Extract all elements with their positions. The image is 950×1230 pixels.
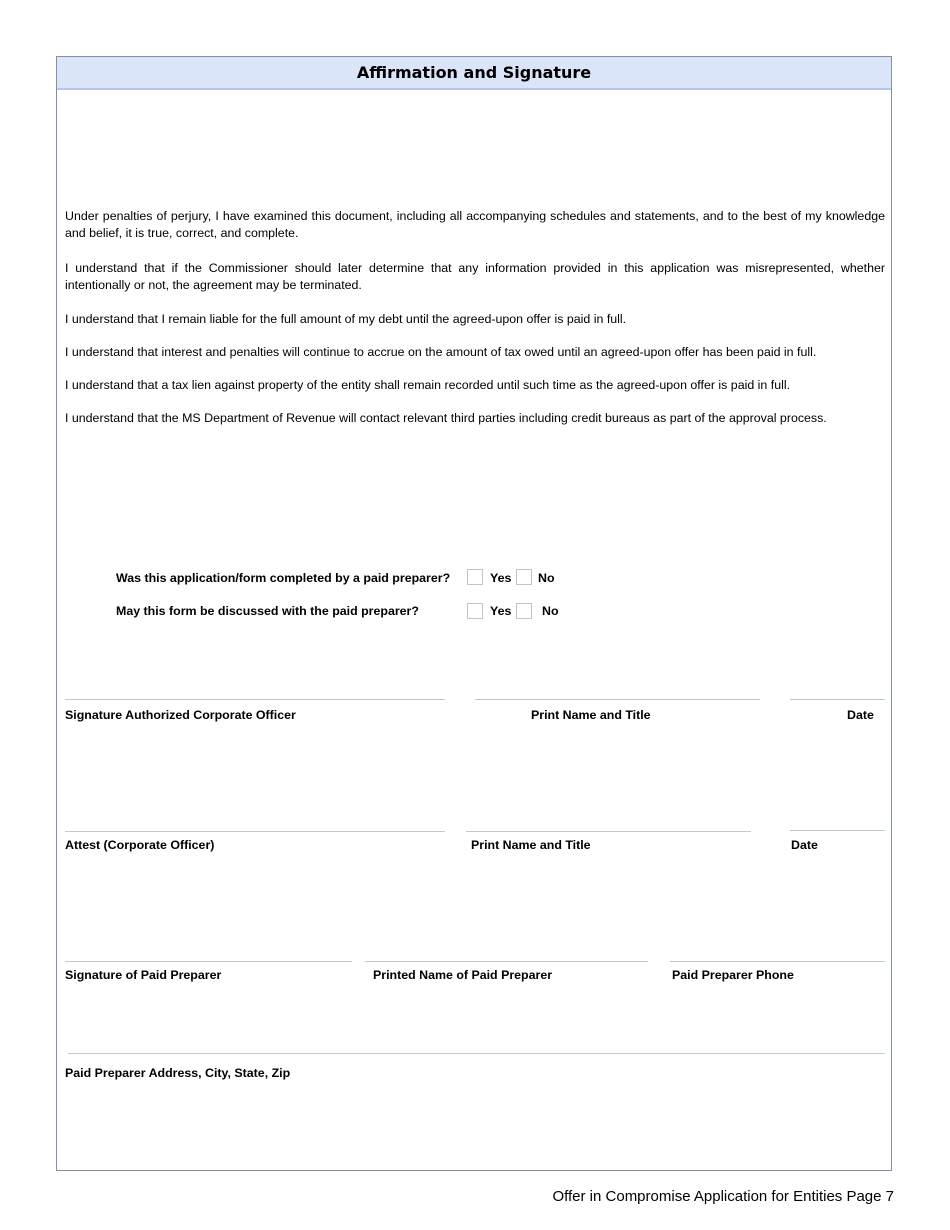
misrepresentation-statement: I understand that if the Commissioner should later determine that any information provided in this application was misrepresented, whether intentionally or not, the agreement may be terminated. [65, 261, 885, 292]
discuss-preparer-yes-checkbox[interactable] [467, 603, 483, 619]
paid-preparer-no-label: No [538, 571, 555, 585]
officer-signature-line[interactable] [65, 699, 445, 700]
paid-preparer-yes-label: Yes [490, 571, 512, 585]
paid-preparer-yes-checkbox[interactable] [467, 569, 483, 585]
preparer-address-line[interactable] [68, 1053, 885, 1054]
officer-signature-label: Signature Authorized Corporate Officer [65, 708, 296, 722]
paid-preparer-question: Was this application/form completed by a paid preparer? [116, 571, 451, 585]
discuss-preparer-no-label: No [542, 604, 559, 618]
officer-date-line[interactable] [790, 699, 885, 700]
preparer-signature-line[interactable] [65, 961, 352, 962]
paid-preparer-no-checkbox[interactable] [516, 569, 532, 585]
section-title: Affirmation and Signature [57, 57, 891, 90]
attest-print-label: Print Name and Title [471, 838, 591, 852]
discuss-preparer-no-checkbox[interactable] [516, 603, 532, 619]
attest-print-line[interactable] [466, 831, 751, 832]
preparer-signature-label: Signature of Paid Preparer [65, 968, 222, 982]
attest-label: Attest (Corporate Officer) [65, 838, 215, 852]
form-frame [56, 56, 892, 1171]
discuss-preparer-yes-label: Yes [490, 604, 512, 618]
preparer-address-label: Paid Preparer Address, City, State, Zip [65, 1066, 291, 1080]
attest-date-label: Date [791, 838, 818, 852]
preparer-phone-label: Paid Preparer Phone [672, 968, 794, 982]
attest-signature-line[interactable] [65, 831, 445, 832]
liability-statement: I understand that I remain liable for the full amount of my debt until the agreed-upon offer is paid in full. [65, 312, 627, 326]
officer-print-line[interactable] [475, 699, 760, 700]
attest-date-line[interactable] [790, 830, 885, 831]
interest-statement: I understand that interest and penalties will continue to accrue on the amount of tax owed until an agreed-upon offer has been paid in full. [65, 345, 817, 359]
preparer-name-line[interactable] [365, 961, 648, 962]
third-party-statement: I understand that the MS Department of Revenue will contact relevant third parties including credit bureaus as part of the approval process. [65, 411, 827, 425]
preparer-phone-line[interactable] [670, 961, 885, 962]
discuss-preparer-question: May this form be discussed with the paid preparer? [116, 604, 419, 618]
preparer-name-label: Printed Name of Paid Preparer [373, 968, 553, 982]
page-footer: Offer in Compromise Application for Entities Page 7 [552, 1188, 894, 1205]
tax-lien-statement: I understand that a tax lien against property of the entity shall remain recorded until such time as the agreed-upon offer is paid in full. [65, 378, 791, 392]
officer-date-label: Date [847, 708, 874, 722]
officer-print-label: Print Name and Title [531, 708, 651, 722]
perjury-statement: Under penalties of perjury, I have examined this document, including all accompanying schedules and statements, and to the best of my knowledge and belief, it is true, correct, and complete. [65, 209, 885, 240]
